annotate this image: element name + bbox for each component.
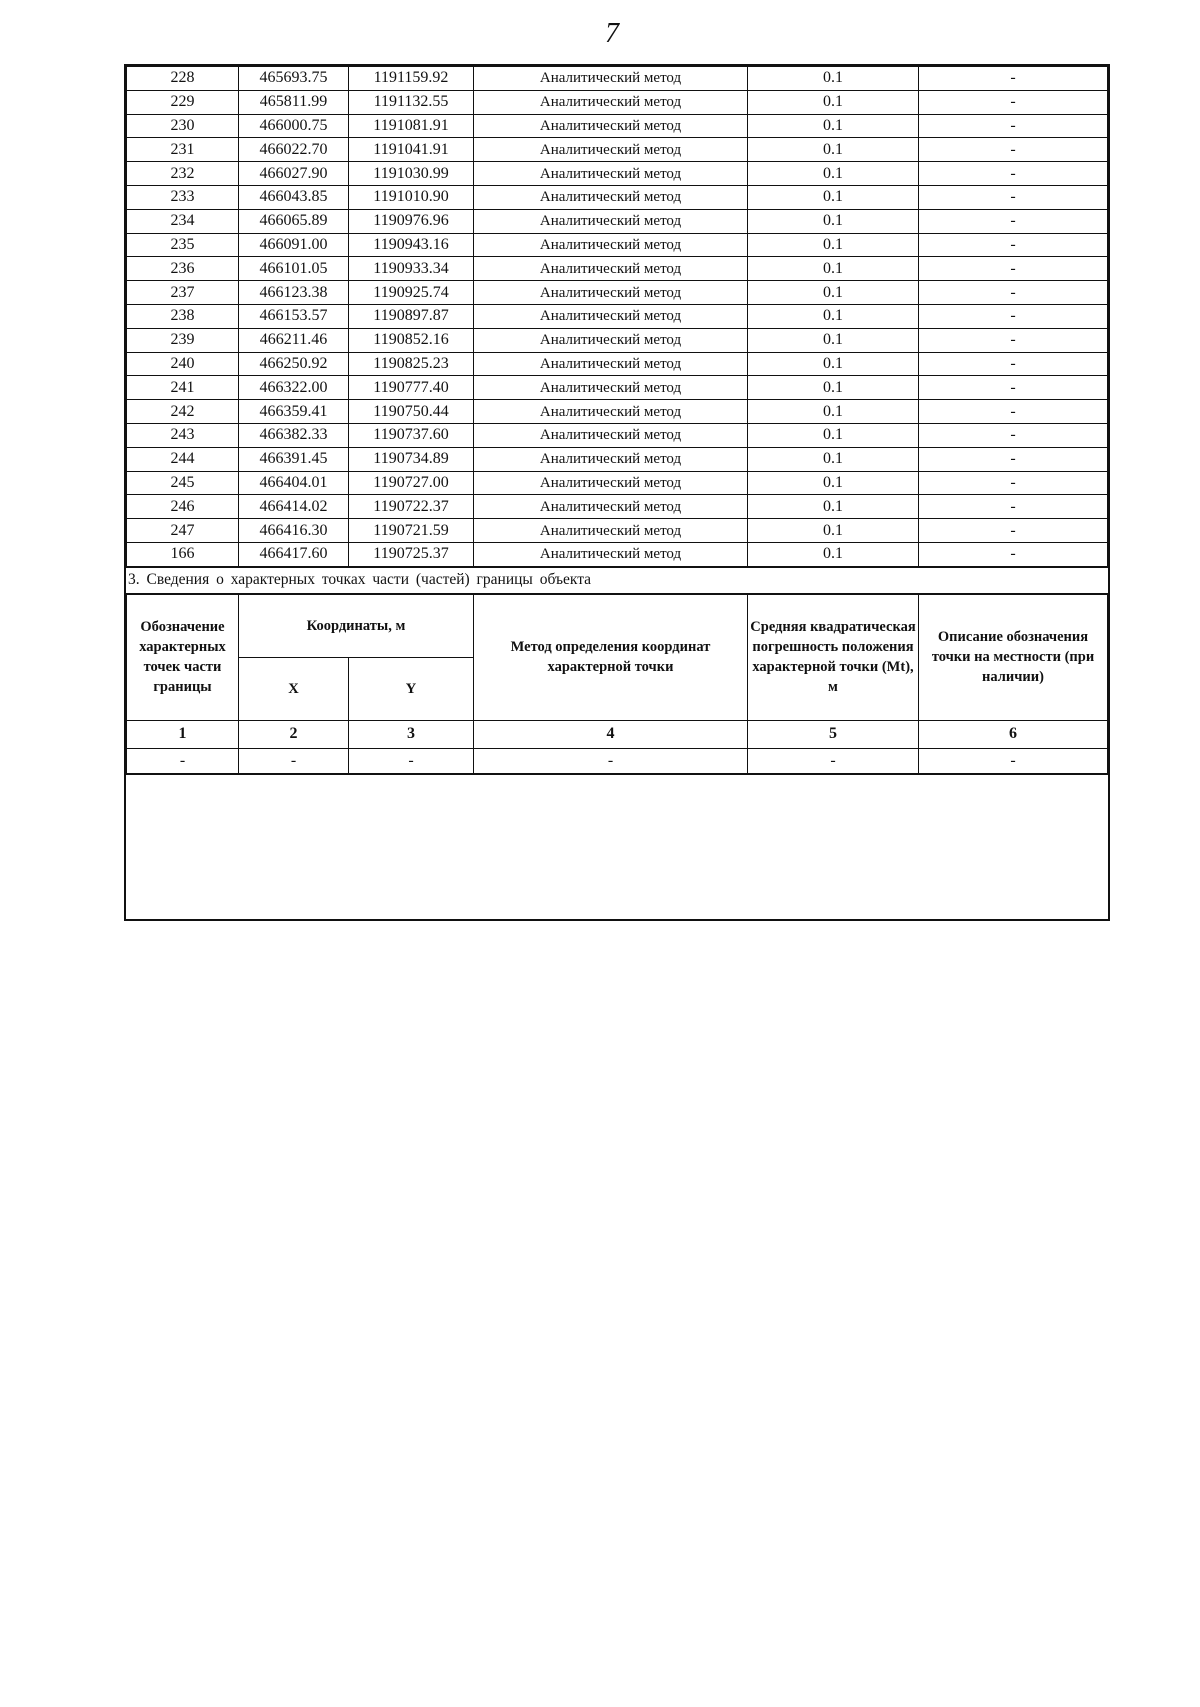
method-cell: Аналитический метод [474,162,748,186]
method-cell: Аналитический метод [474,352,748,376]
x-coordinate-cell: 466022.70 [239,138,349,162]
method-cell: Аналитический метод [474,542,748,566]
column-number: 4 [474,720,748,748]
y-coordinate-cell: 1190852.16 [349,328,474,352]
table-row [127,471,1108,495]
mean-error-cell: 0.1 [748,281,919,305]
mean-error-cell: 0.1 [748,423,919,447]
method-cell: Аналитический метод [474,138,748,162]
empty-data-row [127,748,1108,773]
mean-error-cell: 0.1 [748,352,919,376]
description-cell: - [919,495,1108,519]
point-id-cell: 246 [127,495,239,519]
empty-cell: - [748,748,919,773]
x-coordinate-cell: 466414.02 [239,495,349,519]
x-coordinate-cell: 466322.00 [239,376,349,400]
point-id-cell: 233 [127,185,239,209]
method-cell: Аналитический метод [474,376,748,400]
method-cell: Аналитический метод [474,185,748,209]
mean-error-cell: 0.1 [748,257,919,281]
x-coordinate-cell: 465693.75 [239,67,349,91]
header-mean-error: Средняя квадратическая погрешность положения характерной точки (Мt), м [748,594,919,720]
coordinates-table [126,66,1108,567]
method-cell: Аналитический метод [474,423,748,447]
x-coordinate-cell: 466382.33 [239,423,349,447]
y-coordinate-cell: 1190976.96 [349,209,474,233]
x-coordinate-cell: 466000.75 [239,114,349,138]
table-row [127,114,1108,138]
mean-error-cell: 0.1 [748,328,919,352]
table-row [127,209,1108,233]
point-id-cell: 245 [127,471,239,495]
point-id-cell: 240 [127,352,239,376]
x-coordinate-cell: 466153.57 [239,304,349,328]
point-id-cell: 166 [127,542,239,566]
header-coordinates: Координаты, м [239,594,474,657]
method-cell: Аналитический метод [474,233,748,257]
section-3-title: 3. Сведения о характерных точках части (частей) границы объекта [126,567,1108,594]
x-coordinate-cell: 466359.41 [239,400,349,424]
y-coordinate-cell: 1190725.37 [349,542,474,566]
y-coordinate-cell: 1190943.16 [349,233,474,257]
method-cell: Аналитический метод [474,257,748,281]
description-cell: - [919,138,1108,162]
description-cell: - [919,304,1108,328]
description-cell: - [919,542,1108,566]
column-number: 3 [349,720,474,748]
description-cell: - [919,447,1108,471]
page-number: 7 [605,18,619,49]
point-id-cell: 228 [127,67,239,91]
method-cell: Аналитический метод [474,67,748,91]
x-coordinate-cell: 466101.05 [239,257,349,281]
point-id-cell: 235 [127,233,239,257]
table-row [127,376,1108,400]
table-row [127,304,1108,328]
header-method: Метод определения координат характерной точки [474,594,748,720]
description-cell: - [919,281,1108,305]
column-number-row [127,720,1108,748]
header-description: Описание обозначения точки на местности (при наличии) [919,594,1108,720]
column-number: 5 [748,720,919,748]
y-coordinate-cell: 1191041.91 [349,138,474,162]
y-coordinate-cell: 1191030.99 [349,162,474,186]
y-coordinate-cell: 1190777.40 [349,376,474,400]
point-id-cell: 239 [127,328,239,352]
x-coordinate-cell: 466091.00 [239,233,349,257]
description-cell: - [919,257,1108,281]
description-cell: - [919,67,1108,91]
table-row [127,67,1108,91]
empty-cell: - [474,748,748,773]
column-number: 1 [127,720,239,748]
point-id-cell: 243 [127,423,239,447]
y-coordinate-cell: 1191081.91 [349,114,474,138]
description-cell: - [919,209,1108,233]
method-cell: Аналитический метод [474,281,748,305]
method-cell: Аналитический метод [474,400,748,424]
column-number: 6 [919,720,1108,748]
method-cell: Аналитический метод [474,209,748,233]
empty-cell: - [127,748,239,773]
table-row [127,257,1108,281]
table-row [127,352,1108,376]
table-row [127,162,1108,186]
y-coordinate-cell: 1191132.55 [349,90,474,114]
table-row [127,185,1108,209]
mean-error-cell: 0.1 [748,304,919,328]
y-coordinate-cell: 1191010.90 [349,185,474,209]
description-cell: - [919,352,1108,376]
blank-area [126,774,1108,919]
table-row [127,447,1108,471]
point-id-cell: 236 [127,257,239,281]
y-coordinate-cell: 1190750.44 [349,400,474,424]
description-cell: - [919,162,1108,186]
table-row [127,90,1108,114]
table-row [127,519,1108,543]
x-coordinate-cell: 465811.99 [239,90,349,114]
description-cell: - [919,185,1108,209]
header-y: Y [349,657,474,720]
x-coordinate-cell: 466391.45 [239,447,349,471]
table-row [127,400,1108,424]
table-row [127,233,1108,257]
description-cell: - [919,114,1108,138]
point-id-cell: 232 [127,162,239,186]
empty-cell: - [239,748,349,773]
method-cell: Аналитический метод [474,495,748,519]
point-id-cell: 244 [127,447,239,471]
y-coordinate-cell: 1190721.59 [349,519,474,543]
description-cell: - [919,471,1108,495]
empty-cell: - [349,748,474,773]
point-id-cell: 234 [127,209,239,233]
x-coordinate-cell: 466404.01 [239,471,349,495]
table-row [127,328,1108,352]
table-row [127,138,1108,162]
column-number: 2 [239,720,349,748]
description-cell: - [919,233,1108,257]
method-cell: Аналитический метод [474,519,748,543]
mean-error-cell: 0.1 [748,138,919,162]
mean-error-cell: 0.1 [748,185,919,209]
x-coordinate-cell: 466250.92 [239,352,349,376]
y-coordinate-cell: 1191159.92 [349,67,474,91]
point-id-cell: 229 [127,90,239,114]
table-row [127,423,1108,447]
x-coordinate-cell: 466416.30 [239,519,349,543]
header-row-top [127,594,1108,657]
mean-error-cell: 0.1 [748,90,919,114]
description-cell: - [919,423,1108,447]
method-cell: Аналитический метод [474,304,748,328]
mean-error-cell: 0.1 [748,67,919,91]
y-coordinate-cell: 1190727.00 [349,471,474,495]
x-coordinate-cell: 466417.60 [239,542,349,566]
table-row [127,281,1108,305]
description-cell: - [919,519,1108,543]
method-cell: Аналитический метод [474,114,748,138]
table-row [127,542,1108,566]
point-id-cell: 231 [127,138,239,162]
x-coordinate-cell: 466211.46 [239,328,349,352]
description-cell: - [919,328,1108,352]
mean-error-cell: 0.1 [748,209,919,233]
boundary-part-table [126,594,1108,774]
point-id-cell: 230 [127,114,239,138]
y-coordinate-cell: 1190933.34 [349,257,474,281]
table-row [127,495,1108,519]
mean-error-cell: 0.1 [748,376,919,400]
mean-error-cell: 0.1 [748,471,919,495]
y-coordinate-cell: 1190722.37 [349,495,474,519]
coordinates-sheet [124,64,1110,921]
point-id-cell: 238 [127,304,239,328]
description-cell: - [919,400,1108,424]
empty-cell: - [919,748,1108,773]
mean-error-cell: 0.1 [748,162,919,186]
mean-error-cell: 0.1 [748,447,919,471]
y-coordinate-cell: 1190825.23 [349,352,474,376]
x-coordinate-cell: 466027.90 [239,162,349,186]
coordinates-table-body [127,67,1108,567]
x-coordinate-cell: 466043.85 [239,185,349,209]
y-coordinate-cell: 1190897.87 [349,304,474,328]
point-id-cell: 242 [127,400,239,424]
x-coordinate-cell: 466123.38 [239,281,349,305]
mean-error-cell: 0.1 [748,400,919,424]
y-coordinate-cell: 1190925.74 [349,281,474,305]
header-designation: Обозначение характерных точек части границы [127,594,239,720]
mean-error-cell: 0.1 [748,114,919,138]
description-cell: - [919,90,1108,114]
point-id-cell: 241 [127,376,239,400]
mean-error-cell: 0.1 [748,495,919,519]
method-cell: Аналитический метод [474,90,748,114]
point-id-cell: 237 [127,281,239,305]
y-coordinate-cell: 1190737.60 [349,423,474,447]
method-cell: Аналитический метод [474,447,748,471]
y-coordinate-cell: 1190734.89 [349,447,474,471]
x-coordinate-cell: 466065.89 [239,209,349,233]
method-cell: Аналитический метод [474,471,748,495]
point-id-cell: 247 [127,519,239,543]
description-cell: - [919,376,1108,400]
mean-error-cell: 0.1 [748,542,919,566]
mean-error-cell: 0.1 [748,233,919,257]
header-x: X [239,657,349,720]
mean-error-cell: 0.1 [748,519,919,543]
method-cell: Аналитический метод [474,328,748,352]
